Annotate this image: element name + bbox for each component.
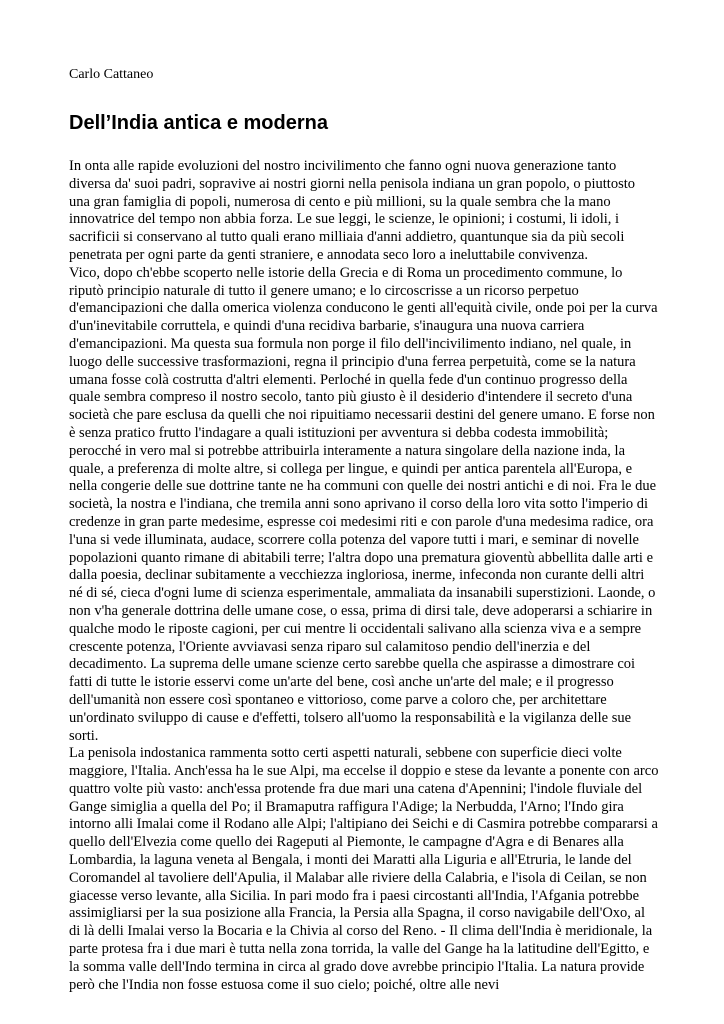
paragraph-2: Vico, dopo ch'ebbe scoperto nelle istorie della Grecia e di Roma un procedimento commune, lo riputò principio naturale di tutto il genere umano; e lo circoscrisse a un ricorso perpetuo d'emancipazioni che dalla omerica violenza conducono le genti all'equità civile, onde poi per la curva d'un'inevitabile corruttela, e quindi d'una recidiva barbarie, s'inaugura una nuova carriera d'emancipazioni. Ma questa sua formula non porge il filo dell'incivilimento indiano, nel quale, in luogo delle successive trasformazioni, regna il principio d'una ferrea perpetuità, come se la natura umana fosse colà costrutta d'altri elementi. Perloché in quella fede d'un continuo progresso della quale sembra compreso il nostro secolo, tanto più giusto è il desiderio d'intendere il secreto d'una società che pare esclusa da quelli che noi ripuitiamo necessarii destini del genere umano. E forse non è senza pratico frutto l'indagare a quali istituzioni per avventura si debba codesta immobilità; perocché in vero mal si potrebbe attribuirla interamente a natura singolare della nazione inda, la quale, a preferenza di molte altre, si collega per lingue, e quindi per antica parentela all'Europa, e nella congerie delle sue dottrine tante ne ha communi con quelle dei nostri antichi e di noi. Fra le due società, la nostra e l'indiana, che tremila anni sono aprivano il corso della loro vita sotto l'imperio di credenze in gran parte medesime, espresse coi medesimi riti e con parole d'una medesima radice, ora l'una si vede illuminata, audace, scorrere colla potenza del vapore tutti i mari, e seminar di novelle popolazioni quanto rimane di abitabili terre; l'altra dopo una prematura gioventù abbellita dalle arti e dalla poesia, declinar subitamente a vecchiezza ingloriosa, inerme, infeconda non curante delli altri né di sé, cieca d'ogni lume di scienza esperimentale, ammaliata da insanabili superstizioni. Laonde, o non v'ha generale dottrina delle umane cose, o essa, prima di dirsi tale, deve adoperarsi a schiarire in qualche modo le riposte cagioni, per cui mentre li occidentali salivano alla scienza viva e a sempre crescente potenza, l'Oriente avviavasi senza riparo sul calamitoso pendio dell'inerzia e del decadimento. La suprema delle umane scienze certo sarebbe quella che aspirasse a dimostrare coi fatti di tutte le istorie esservi come un'arte del bene, così anche un'arte del male; e il progresso dell'umanità non essere così spontaneo e vittorioso, come parve a coloro che, per architettare un'ordinato sviluppo di cause e d'effetti, tolsero all'uomo la responsabilità e la vigilanza delle sue sorti. xyxy=(69,264,658,744)
document-page xyxy=(69,66,659,994)
paragraph-1: In onta alle rapide evoluzioni del nostro incivilimento che fanno ogni nuova generazione tanto diversa da' suoi padri, sopravive ai nostri giorni nella penisola indiana un gran popolo, o piuttosto una gran famiglia di popoli, numerosa di cento e più millioni, su la quale sembra che la mano innovatrice del tempo non abbia forza. Le sue leggi, le scienze, le opinioni; i costumi, li idoli, i sacrificii si conservano al tutto quali erano milliaia d'anni addietro, quantunque sia da più secoli penetrata per ogni parte da genti straniere, e annodata seco loro a ineluttabile convivenza. xyxy=(69,158,635,263)
document-title: Dell’India antica e moderna xyxy=(69,112,328,134)
paragraph-3: La penisola indostanica rammenta sotto certi aspetti naturali, sebbene con superficie dieci volte maggiore, l'Italia. Anch'essa ha le sue Alpi, ma eccelse il doppio e stese da levante a ponente con arco quattro volte più vasto: anch'essa protende fra due mari una catena d'Apennini; l'indole fluviale del Gange simiglia a quella del Po; il Bramaputra raffigura l'Adige; la Nerbudda, l'Arno; l'Indo gira intorno alli Imalai come il Rodano alle Alpi; l'altipiano dei Seichi e di Casmira potrebbe compararsi a quello dell'Elvezia come quello dei Rageputi al Piemonte, le campagne d'Agra e di Benares alla Lombardia, la laguna veneta al Bengala, i monti dei Maratti alla Liguria e all'Etruria, le lande del Coromandel al tavoliere dell'Apulia, il Malabar alle riviere della Calabria, e l'isola di Ceilan, se non giacesse verso levante, alla Sicilia. In pari modo fra i paesi circostanti all'India, l'Afgania potrebbe assimigliarsi per la sua posizione alla Francia, la Persia alla Spagna, il corso navigabile dell'Oxo, al di là delli Imalai verso la Bocaria e la Chivia al corso del Reno. - Il clima dell'India è meridionale, la parte protesa fra i due mari è tutta nella zona torrida, la valle del Gange ha la latitudine dell'Egitto, e la somma valle dell'Indo termina in circa al grado dove avrebbe principio l'Italia. La natura provide però che l'India non fosse estuosa come il suo cielo; poiché, oltre alle nevi xyxy=(69,745,659,993)
author-name: Carlo Cattaneo xyxy=(69,67,154,82)
